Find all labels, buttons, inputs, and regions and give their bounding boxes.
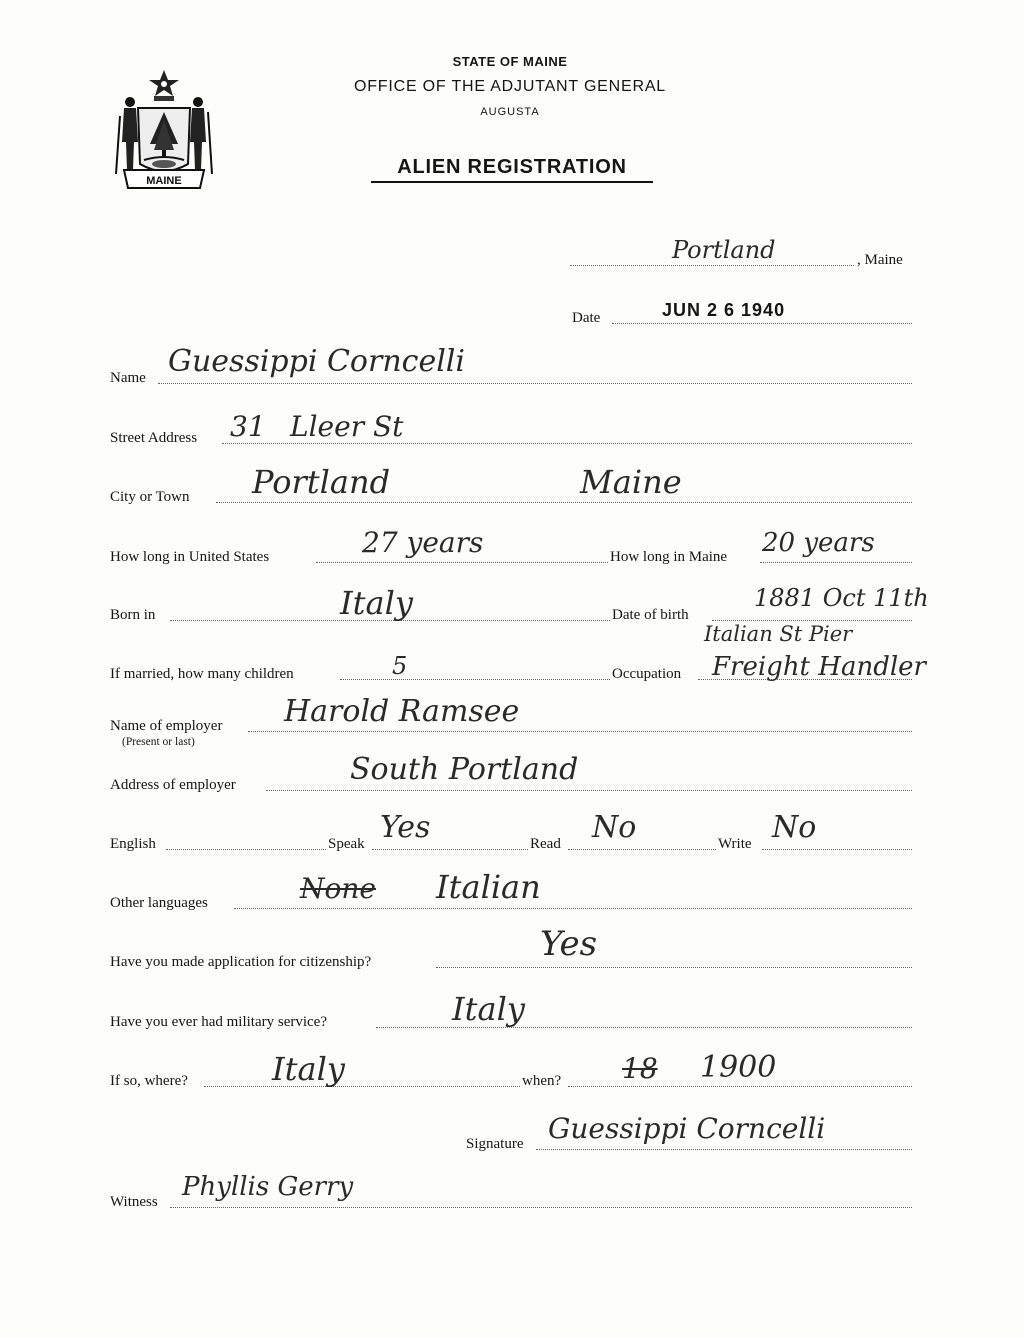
date-label: Date bbox=[572, 310, 601, 326]
date-of-birth-label: Date of birth bbox=[612, 607, 689, 623]
where-label: If so, where? bbox=[110, 1073, 188, 1089]
how-long-maine-line bbox=[760, 562, 912, 563]
how-long-maine-value: 20 years bbox=[762, 528, 875, 558]
title-underline bbox=[371, 181, 653, 183]
write-label: Write bbox=[718, 836, 752, 852]
occupation-note: Italian St Pier bbox=[704, 622, 853, 646]
when-line bbox=[568, 1086, 912, 1087]
citizenship-line bbox=[436, 967, 912, 968]
street-label: Street Address bbox=[110, 430, 198, 446]
street-line bbox=[222, 443, 912, 444]
children-label: If married, how many children bbox=[110, 666, 294, 682]
city-line bbox=[216, 502, 912, 503]
state-heading: STATE OF MAINE bbox=[452, 54, 568, 69]
employer-name-line bbox=[248, 731, 912, 732]
how-long-maine-label: How long in Maine bbox=[610, 549, 728, 565]
maine-label: , Maine bbox=[857, 252, 903, 268]
other-languages-line bbox=[234, 908, 912, 909]
state-value: Maine bbox=[580, 463, 682, 501]
place-value: Portland bbox=[672, 236, 776, 264]
name-label: Name bbox=[110, 370, 146, 386]
date-line bbox=[612, 323, 912, 324]
signature-value: Guessippi Corncelli bbox=[548, 1112, 826, 1145]
name-line bbox=[158, 383, 912, 384]
employer-sub-label: (Present or last) bbox=[122, 736, 195, 748]
military-label: Have you ever had military service? bbox=[110, 1014, 327, 1030]
other-languages-label: Other languages bbox=[110, 895, 208, 911]
street-number-value: 31 bbox=[230, 410, 266, 443]
where-line bbox=[204, 1086, 520, 1087]
signature-label: Signature bbox=[466, 1136, 524, 1152]
employer-name-label: Name of employer bbox=[110, 718, 223, 734]
read-label: Read bbox=[530, 836, 561, 852]
witness-label: Witness bbox=[110, 1194, 158, 1210]
maine-state-seal bbox=[108, 66, 220, 194]
form-title: ALIEN REGISTRATION bbox=[397, 156, 627, 178]
office-heading: OFFICE OF THE ADJUTANT GENERAL bbox=[353, 78, 667, 95]
other-languages-struck-value: None bbox=[300, 872, 376, 905]
employer-name-value: Harold Ramsee bbox=[284, 694, 520, 729]
date-of-birth-value: 1881 Oct 11th bbox=[754, 584, 929, 612]
children-line bbox=[340, 679, 610, 680]
read-line bbox=[568, 849, 716, 850]
born-in-label: Born in bbox=[110, 607, 156, 623]
speak-label: Speak bbox=[328, 836, 365, 852]
city-value: Portland bbox=[252, 463, 391, 501]
employer-address-value: South Portland bbox=[350, 752, 579, 787]
write-line bbox=[762, 849, 912, 850]
born-in-value: Italy bbox=[340, 584, 413, 622]
speak-value: Yes bbox=[380, 810, 431, 845]
when-struck-value: 18 bbox=[622, 1052, 658, 1085]
write-value: No bbox=[772, 810, 817, 845]
citizenship-label: Have you made application for citizenship? bbox=[110, 954, 372, 970]
svg-text:MAINE: MAINE bbox=[146, 175, 182, 187]
when-value: 1900 bbox=[700, 1050, 777, 1085]
name-value: Guessippi Corncelli bbox=[168, 344, 465, 379]
how-long-us-value: 27 years bbox=[362, 526, 484, 559]
read-value: No bbox=[592, 810, 637, 845]
employer-address-label: Address of employer bbox=[110, 777, 236, 793]
city-label: City or Town bbox=[110, 489, 190, 505]
speak-line bbox=[372, 849, 528, 850]
date-of-birth-line bbox=[712, 620, 912, 621]
english-line bbox=[166, 849, 326, 850]
english-label: English bbox=[110, 836, 156, 852]
citizenship-value: Yes bbox=[540, 924, 598, 964]
how-long-us-line bbox=[316, 562, 608, 563]
other-languages-value: Italian bbox=[436, 868, 541, 906]
date-stamp: JUN 2 6 1940 bbox=[662, 300, 786, 320]
military-value: Italy bbox=[452, 990, 525, 1028]
witness-line bbox=[170, 1207, 912, 1208]
city-heading: AUGUSTA bbox=[480, 106, 540, 118]
employer-address-line bbox=[266, 790, 912, 791]
witness-value: Phyllis Gerry bbox=[182, 1172, 354, 1202]
occupation-label: Occupation bbox=[612, 666, 682, 682]
children-value: 5 bbox=[392, 652, 408, 680]
street-name-value: Lleer St bbox=[290, 410, 404, 443]
when-label: when? bbox=[522, 1073, 562, 1089]
where-value: Italy bbox=[272, 1050, 345, 1088]
place-line bbox=[570, 265, 854, 266]
occupation-value: Freight Handler bbox=[712, 652, 926, 682]
how-long-us-label: How long in United States bbox=[110, 549, 270, 565]
signature-line bbox=[536, 1149, 912, 1150]
